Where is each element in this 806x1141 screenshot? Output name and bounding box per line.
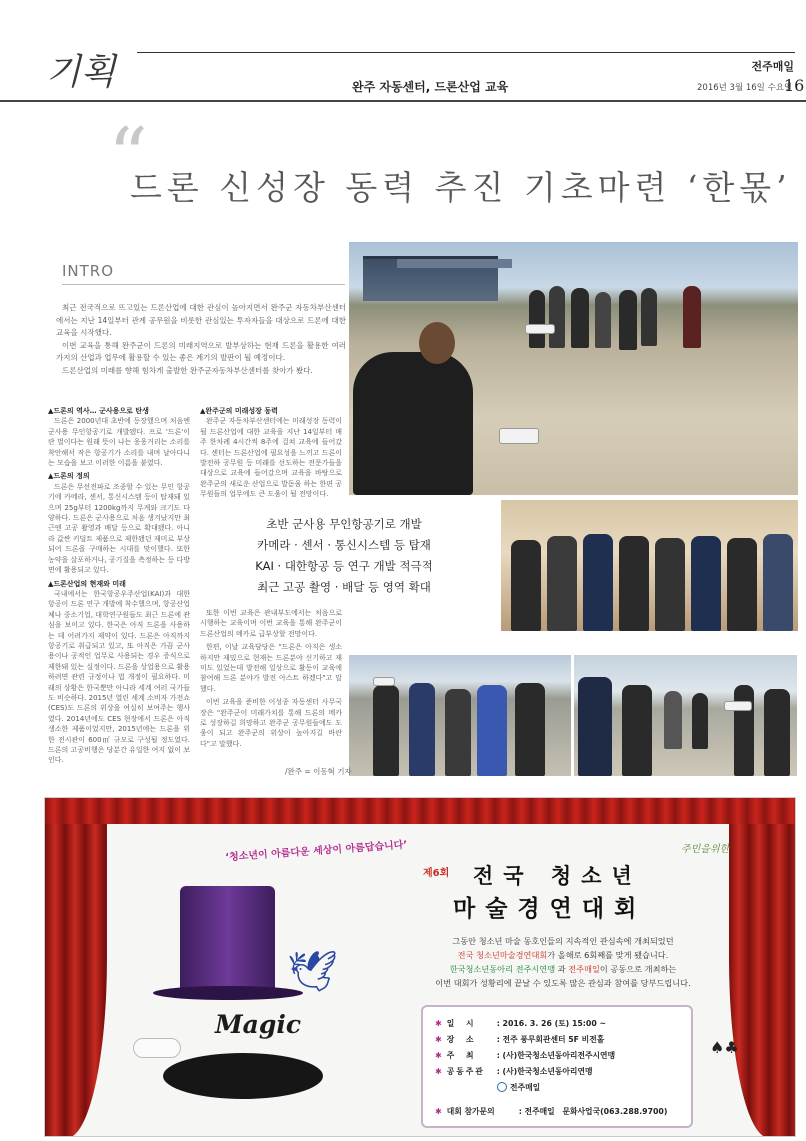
- star-bullet-icon: ✱: [435, 1106, 442, 1116]
- info-value: : 전주매일 문화사업국(063.288.9700): [518, 1106, 668, 1116]
- star-bullet-icon: ✱: [435, 1018, 442, 1028]
- person-shape: [578, 677, 612, 776]
- drone-shape: [373, 677, 395, 686]
- person-shape: [445, 689, 471, 776]
- person-shape: [515, 683, 545, 776]
- person-shape: [547, 536, 577, 631]
- curtain-right: [729, 798, 795, 1137]
- photo-drone-training: [349, 242, 798, 495]
- info-value: 전주매일: [510, 1082, 541, 1092]
- ad-title-line2: 마술경연대회: [453, 896, 647, 922]
- person-shape: [373, 685, 399, 776]
- star-bullet-icon: ✱: [435, 1050, 442, 1060]
- person-shape: [477, 685, 507, 776]
- subheading: ▲드론의 역사… 군사용으로 탄생: [48, 407, 149, 415]
- person-shape: [619, 536, 649, 631]
- ad-edition: 제6회: [423, 868, 450, 879]
- info-value: : 전주 풍무회관센터 5F 비전홀: [496, 1034, 605, 1044]
- info-label: 일 시: [446, 1018, 476, 1028]
- photo-outdoor-1: [349, 655, 571, 776]
- subheading: ▲드론의 정의: [48, 472, 90, 481]
- hat-brim-icon: [153, 986, 303, 1000]
- headline: 드론 신성장 동력 추진 기초마련 ‘한몫’: [130, 168, 792, 207]
- person-shape: [764, 689, 790, 776]
- pull-quote: [196, 514, 492, 598]
- page-number: 16: [784, 76, 805, 95]
- ad-desc-line: 그동안 청소년 마술 동호인들의 지속적인 관심속에 개최되었던: [452, 936, 674, 946]
- info-label: 대회 참가문의: [446, 1106, 495, 1116]
- info-value: : (사)한국청소년동아리전주시연맹: [496, 1050, 616, 1060]
- info-label: 공동주관: [446, 1066, 485, 1076]
- column-paragraph: 또한 이번 교육은 관내부도에서는 처음으로 시행하는 교육이며 이번 교육을 통해 완주군이 드론산업의 메카로 급부상할 전망이다.: [200, 609, 342, 638]
- person-shape: [691, 536, 721, 631]
- section-title: 완주 자동센터, 드론산업 교육: [352, 80, 509, 94]
- person-shape: [683, 286, 701, 348]
- person-shape: [595, 292, 611, 348]
- intro-paragraph: 최근 전국적으로 뜨고있는 드론산업에 대한 관심이 높아지면서 완주군 자동차부산센터에서는 지난 14일부터 관계 공무원을 비롯한 관심있는 투자자들을 대상으로 드론에 대한 교육을 시작했다.: [56, 303, 346, 337]
- article-column-1: [48, 406, 190, 769]
- star-bullet-icon: ✱: [435, 1034, 442, 1044]
- person-shape: [664, 691, 682, 749]
- info-row-cohost: [435, 1063, 679, 1079]
- ad-description: [399, 934, 727, 990]
- column-paragraph: 드론은 2000년대 초반에 등장했으며 처음엔 군사용 무인항공기로 개발됐다. 프로 '드론'이란 벌이다는 원래 뜻이 나는 웅웅거리는 소리를 착안해서 작은 항공기가 소리를 내며 날아다니는 모습을 보고 이러한 이름을 붙였다.: [48, 417, 190, 468]
- article-column-2: [200, 406, 342, 503]
- photo-outdoor-2: [574, 655, 797, 776]
- person-shape: [511, 540, 541, 631]
- ad-desc-text: 가 올해로 6회째를 맞게 됐습니다.: [547, 950, 669, 960]
- pull-quote-line: 최근 고공 촬영 · 배달 등 영역 확대: [257, 580, 431, 594]
- ad-desc-text: 이 공동으로 개최하는: [599, 964, 677, 974]
- info-label: 장 소: [446, 1034, 476, 1044]
- building-shape: [363, 256, 498, 301]
- person-shape: [763, 534, 793, 631]
- person-shape: [549, 286, 565, 348]
- info-label: 주 최: [446, 1050, 476, 1060]
- person-shape: [734, 685, 754, 776]
- paper-name: 전주매일: [751, 60, 794, 73]
- black-hat-icon: [163, 1053, 323, 1099]
- person-shape: [622, 685, 652, 776]
- curtain-left: [45, 798, 107, 1137]
- person-shape: [692, 693, 708, 749]
- intro-paragraph: 드론산업의 미래를 향해 힘차게 출발한 완주군자동차부산센터를 찾아가 봤다.: [62, 365, 313, 375]
- subheading: ▲드론산업의 현재와 미래: [48, 579, 126, 588]
- info-row-venue: [435, 1031, 679, 1047]
- ad-desc-line: [399, 962, 727, 976]
- info-value: : (사)한국청소년동아리연맹: [496, 1066, 593, 1076]
- event-info-box: [421, 1005, 693, 1128]
- newspaper-logo-icon: [497, 1082, 507, 1092]
- ad-desc-highlight: 전국 청소년마술경연대회: [457, 950, 548, 960]
- info-row-host: [435, 1047, 679, 1063]
- glove-icon: [133, 1038, 181, 1058]
- person-shape: [409, 683, 435, 776]
- drone-shape: [525, 324, 555, 334]
- ad-title-line1: 전국 청소년: [473, 864, 642, 888]
- intro-paragraph: 이번 교육을 통해 완주군이 드론의 미래지역으로 발부상하는 현재 드론을 활용한 여러 가지의 산업과 업무에 활용할 수 있는 좋은 계기의 발판이 될 예정이다.: [56, 340, 346, 362]
- ad-desc-highlight: 한국청소년동아리 전주시연맹: [449, 964, 556, 974]
- person-shape: [571, 288, 589, 348]
- magic-contest-ad: [44, 797, 796, 1137]
- info-value: : 2016. 3. 26 (토) 15:00 ~: [496, 1018, 607, 1028]
- drone-shape: [724, 701, 752, 711]
- ad-desc-line: [399, 948, 727, 962]
- column-paragraph: 이번 교육을 준비한 이성종 자동센터 사무국장은 "완주군이 미래가치를 통해 드론의 메카로 성장하길 희망하고 완주군 공무원들에도 도움이 되고 완주군의 위상이 높아지길 바란다"고 말했다.: [200, 698, 342, 748]
- person-shape: [619, 290, 637, 350]
- column-paragraph: 한편, 이날 교육담당은 "드론은 아직은 생소하지만 재밌으로 현재는 드론분야 신기하고 재미도 있었는데 발전해 일상으로 활동이 교육에 참여해 드론 분야가 발전 아스트 하겠다"고 말했다.: [200, 643, 342, 693]
- article-column-3: [200, 608, 342, 752]
- ad-desc-line: 이번 대회가 성황리에 끝날 수 있도록 많은 관심과 참여를 당부드립니다.: [435, 978, 691, 988]
- top-hat-icon: [180, 886, 275, 991]
- byline: /완주 = 이동혁 기자: [285, 767, 352, 776]
- section-tag: 기획: [46, 52, 116, 93]
- ad-desc-highlight: 전주매일: [568, 964, 600, 974]
- person-shape: [529, 290, 545, 348]
- contest-logo: 주민을위한: [681, 844, 730, 855]
- person-shape: [655, 538, 685, 631]
- photo-group: [501, 500, 798, 631]
- column-paragraph: 국내에서는 한국항공우주산업(KAI)과 대한항공이 드론 연구 개발에 착수했으며, 항공산업체나 중소기업, 대학연구원들도 최근 드론에 관심을 보이고 있다. 한국은 아직 드론을 사용하는 데 어려가지 제약이 있다. 드론은 아직까지 항공기로 취급되고 있고, 또 아직은 가끔 군사용이나 공적인 업무로 사용되는 경우 증식으로 제한돼 있는 실정이다. 드론을 상업용으로 활용하려면 관련 규정이나 법 개정이 필요하다. 미래의 상황은 한국뿐만 아니라 세계 여러 국가들도 비슷하다. 2015년 열린 세계 소비자 가전쇼(CES)도 드론의 위상을 여실히 보여주는 행사였다. 2014년에도 CES 현장에서 드론은 아직 생소한 제품이었지만, 2015년에는 드론을 위한 전시관이 600㎡ 규모로 구성될 정도였다. 드론의 고공비행은 당분간 유일한 여지 없이 보인다.: [48, 589, 190, 765]
- info-row-cohost-2: [435, 1079, 679, 1095]
- magic-word: Magic: [215, 1010, 302, 1039]
- quote-mark: “: [108, 112, 148, 202]
- subheading: ▲완주군의 미래성장 동력: [200, 407, 278, 415]
- info-row-contact: [435, 1103, 679, 1119]
- pull-quote-line: KAI · 대한항공 등 연구 개발 적극적: [255, 559, 433, 573]
- info-row-date: [435, 1015, 679, 1031]
- person-shape: [641, 288, 657, 346]
- person-shape: [727, 538, 757, 631]
- column-paragraph: 드론은 무선전파로 조종할 수 있는 무인 항공기에 카메라, 센서, 통신시스템 등이 탑재돼 있으며 25g부터 1200kg까지 무게와 크기도 다양하다. 드론은 군사용으로 처음 생겨났지만 최근엔 고공 촬영과 배달 등으로 확대됐다. 아니라 값싼 키덜트 제품으로 제한됐던 재미로 부상되어 드론을 구매하는 시대를 맞이했다. 또한 농약을 살포하거나, 공기질을 측정하는 등 다방면에 활용되고 있다.: [48, 482, 190, 575]
- pull-quote-line: 카메라 · 센서 · 통신시스템 등 탑재: [257, 538, 431, 552]
- intro-text: [56, 302, 346, 377]
- ad-slogan: ‘청소년이 아름다운 세상이 아름답습니다’: [224, 839, 408, 864]
- playing-cards-icon: ♠♣: [710, 1038, 739, 1057]
- ad-desc-text: 과: [557, 964, 566, 974]
- person-shape: [583, 534, 613, 631]
- person-kneeling: [353, 352, 473, 495]
- dove-icon: 🕊: [287, 949, 338, 995]
- person-head: [419, 322, 455, 364]
- intro-label: INTRO: [62, 262, 115, 280]
- issue-date: 2016년 3월 16일 수요일: [697, 83, 793, 93]
- header-rule: [137, 52, 795, 53]
- pull-quote-line: 초반 군사용 무인항공기로 개발: [266, 517, 422, 531]
- star-bullet-icon: ✱: [435, 1066, 442, 1076]
- column-paragraph: 완주군 자동차부산센터에는 미래성장 동력이 될 드론산업에 대한 교육을 지난 14일부터 매주 한차례 4시간씩 8주에 걸쳐 교육에 들어갔다. 센터는 드론산업에 필요성을 느끼고 드론이 발전하 공무원 등 미래를 선도하는 전문가들을 대상으로 교육에 들어갔으며 교육을 바탕으로 완주군의 새로운 산업으로 발돋움 하는 한편 공무원들의 업무에도 큰 도움이 될 전망이다.: [200, 417, 342, 499]
- intro-rule: [62, 284, 345, 285]
- curtain-top: [45, 798, 796, 824]
- header-divider: [0, 100, 806, 102]
- drone-shape: [499, 428, 539, 444]
